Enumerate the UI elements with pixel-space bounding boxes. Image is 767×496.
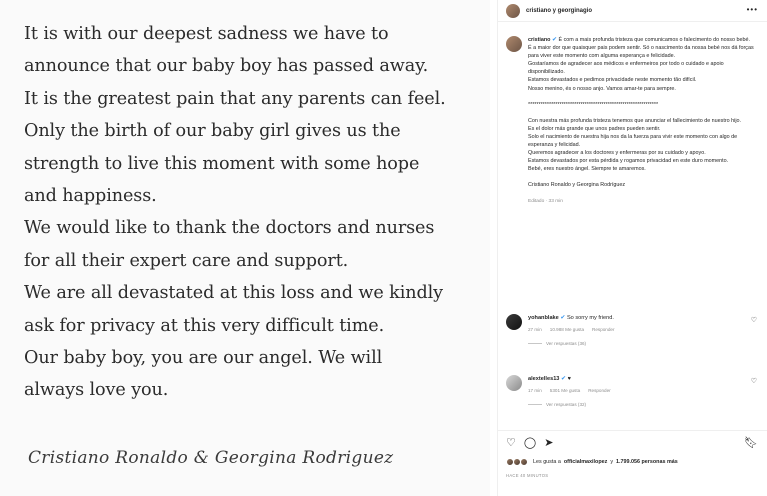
caption-sign: Cristiano Ronaldo y Georgina Rodríguez <box>528 182 626 189</box>
caption-line: Bebé, eres nuestro ángel. Siempre te amaremos. <box>528 166 646 173</box>
caption-line: É com a mais profunda tristeza que comunicamos o falecimento do nosso bebé. <box>558 37 750 43</box>
signature: Cristiano Ronaldo & Georgina Rodriguez <box>28 448 394 468</box>
avatar[interactable] <box>506 4 520 18</box>
caption-line: Queremos agradecer a los doctores y enfermeras por su cuidado y apoyo. <box>528 150 706 157</box>
view-replies-label: Ver respuestas (36) <box>546 341 587 346</box>
statement-line: Only the birth of our baby girl gives us the <box>24 121 401 142</box>
likes-user[interactable]: officialmaxilopez <box>563 459 608 465</box>
caption-line: Con nuestra más profunda tristeza tenemos que anunciar el fallecimiento de nuestro hijo. <box>528 117 742 124</box>
avatar[interactable] <box>506 375 522 391</box>
caption-author[interactable]: cristiano <box>528 37 551 43</box>
post-panel <box>497 0 767 496</box>
comment-time: 17 min <box>528 388 542 393</box>
statement-line: strength to live this moment with some hope <box>24 153 420 174</box>
caption-separator: ************************************************************** <box>528 101 659 108</box>
header-handle[interactable]: cristiano y georginagio <box>526 7 593 14</box>
comment <box>506 314 761 346</box>
view-replies-label: Ver respuestas (32) <box>546 402 587 407</box>
statement-line: We are all devastated at this loss and we kindly <box>24 283 443 304</box>
likes-prefix: Les gusta a <box>533 459 561 465</box>
bookmark-icon[interactable]: 🔖︎ <box>744 437 758 449</box>
caption-line: Solo el nacimiento de nuestra hija nos da la fuerza para vivir este momento con algo de esperanza y felicidad. <box>528 133 738 149</box>
likes-summary[interactable] <box>506 458 678 466</box>
comment-time: 27 min <box>528 327 542 332</box>
caption-text <box>528 36 758 206</box>
caption-line: Nosso menino, és o nosso anjo. Vamos amar-te para sempre. <box>528 85 676 92</box>
caption-line: É a maior dor que quaisquer pais podem sentir. Só o nascimento da nossa bebé nos dá forças para viver este momento com alguma esperança e felicidade. <box>528 45 754 60</box>
verified-icon: ✔ <box>560 376 567 382</box>
view-replies-button[interactable] <box>528 341 761 346</box>
likes-count[interactable]: 1.799.056 personas más <box>616 459 678 465</box>
like-comment-icon[interactable]: ♡ <box>750 378 757 385</box>
caption-line: Es el dolor más grande que unos padres pueden sentir. <box>528 125 661 132</box>
statement-line: It is with our deepest sadness we have to <box>24 24 389 44</box>
caption-line: Gostaríamos de agradecer aos médicos e enfermeiros por todo o cuidado e apoio disponibilizado. <box>528 61 724 76</box>
like-comment-icon[interactable]: ♡ <box>750 317 757 324</box>
comment-text: ♥ <box>567 376 571 382</box>
avatar[interactable] <box>506 314 522 330</box>
post-time-ago: HACE 40 MINUTOS <box>506 473 549 478</box>
caption-line: Estamos devastados e pedimos privacidade neste momento tão difícil. <box>528 77 697 84</box>
more-options-icon[interactable]: ••• <box>746 5 758 14</box>
view-replies-button[interactable] <box>528 402 761 407</box>
comment-text: So sorry my friend. <box>566 315 614 321</box>
statement-line: always love you. <box>24 380 169 401</box>
statement-line: for all their expert care and support. <box>24 250 349 271</box>
post-header <box>498 0 767 22</box>
share-icon[interactable]: ➤ <box>544 437 554 449</box>
comment-likes[interactable]: 5301 Me gusta <box>549 388 581 393</box>
statement-line: and happiness. <box>24 186 157 207</box>
verified-icon: ✔ <box>560 315 566 321</box>
caption-pt <box>528 36 758 93</box>
avatar <box>520 458 528 466</box>
verified-icon: ✔ <box>551 37 557 43</box>
comment-user[interactable]: yohanblake <box>528 315 559 321</box>
comment <box>506 375 761 407</box>
reply-button[interactable]: Responder <box>592 327 615 332</box>
edited-label: Editado · 33 min <box>528 198 563 204</box>
comment-icon[interactable]: ◯ <box>523 437 537 449</box>
statement-line: It is the greatest pain that any parents can feel. <box>24 88 446 109</box>
divider <box>528 343 542 344</box>
divider <box>528 404 542 405</box>
post-actions <box>498 430 767 496</box>
caption-es <box>528 117 758 174</box>
post-caption <box>506 36 761 206</box>
statement-line: announce that our baby boy has passed away. <box>24 56 429 77</box>
caption-line: Estamos devastados por esta pérdida y rogamos privacidad en este duro momento. <box>528 158 729 165</box>
comment-likes[interactable]: 10.988 Me gusta <box>549 327 585 332</box>
statement-line: ask for privacy at this very difficult time. <box>24 315 385 336</box>
statement-line: We would like to thank the doctors and nurses <box>24 218 435 239</box>
comment-user[interactable]: alextelles13 <box>528 376 560 382</box>
statement-line: Our baby boy, you are our angel. We will <box>24 348 383 369</box>
heart-icon[interactable]: ♡ <box>506 437 516 449</box>
reply-button[interactable]: Responder <box>588 388 611 393</box>
avatar[interactable] <box>506 36 522 52</box>
likes-middle: y <box>610 459 614 465</box>
